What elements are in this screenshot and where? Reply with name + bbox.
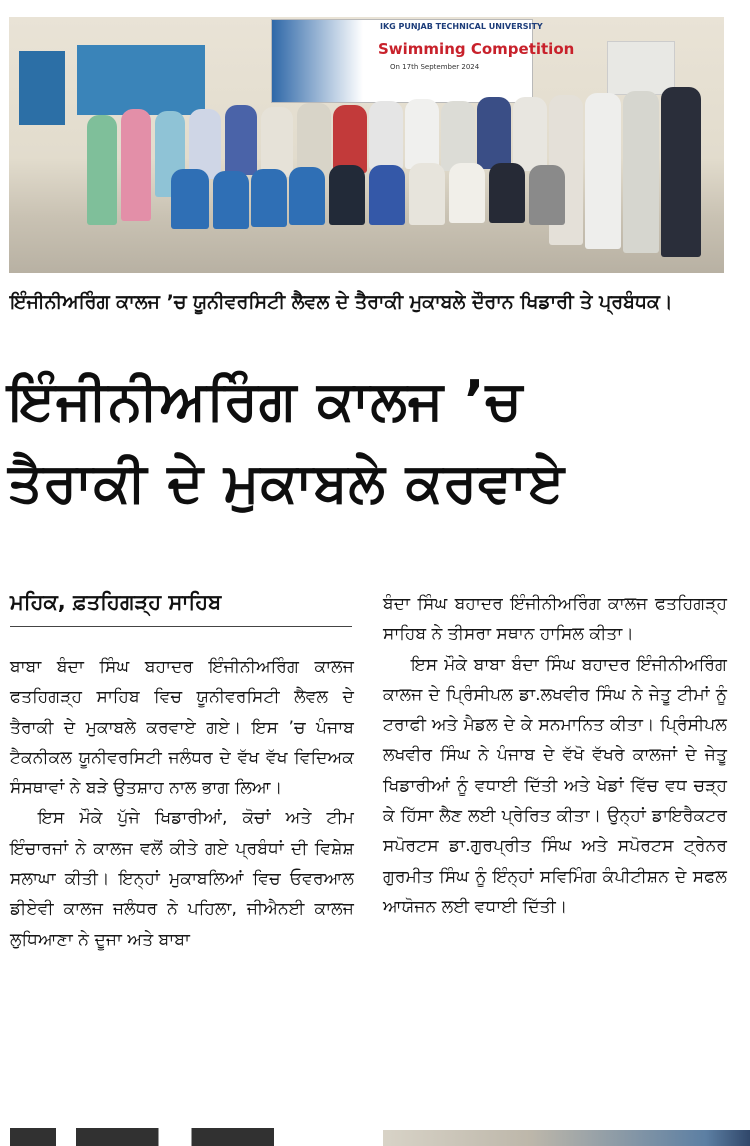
- headline: [8, 360, 738, 524]
- photo-caption: ਇੰਜੀਨੀਅਰਿੰਗ ਕਾਲਜ ’ਚ ਯੂਨੀਵਰਸਿਟੀ ਲੈਵਲ ਦੇ ਤੈਰਾਕੀ ਮੁਕਾਬਲੇ ਦੌਰਾਨ ਖਿਡਾਰੀ ਤੇ ਪ੍ਰਬੰਧਕ।: [10, 291, 673, 313]
- person: [405, 99, 439, 169]
- person: [297, 103, 331, 173]
- next-article-fragment: [0, 1128, 750, 1146]
- person: [289, 167, 325, 225]
- next-photo-fragment: [383, 1130, 750, 1146]
- person: [261, 107, 293, 177]
- person: [87, 115, 117, 225]
- person: [585, 93, 621, 249]
- banner-title: Swimming Competition: [378, 40, 575, 58]
- person: [213, 171, 249, 229]
- banner-university: IKG PUNJAB TECHNICAL UNIVERSITY: [380, 22, 543, 31]
- wall-poster: [19, 51, 65, 125]
- article-column-right: [383, 589, 727, 922]
- person: [333, 105, 367, 173]
- person: [225, 105, 257, 175]
- article-paragraph: ਬੰਦਾ ਸਿੰਘ ਬਹਾਦਰ ਇੰਜੀਨੀਅਰਿੰਗ ਕਾਲਜ ਫਤਹਿਗੜ੍ਹ ਸਾਹਿਬ ਨੇ ਤੀਸਰਾ ਸਥਾਨ ਹਾਸਿਲ ਕੀਤਾ।: [383, 594, 727, 645]
- group-of-people: [83, 87, 724, 267]
- person: [661, 87, 701, 257]
- person: [369, 165, 405, 225]
- person: [251, 169, 287, 227]
- person: [513, 97, 547, 171]
- person: [441, 101, 475, 171]
- person: [409, 163, 445, 225]
- article-paragraph: ਇਸ ਮੌਕੇ ਪੁੱਜੇ ਖਿਡਾਰੀਆਂ, ਕੋਚਾਂ ਅਤੇ ਟੀਮ ਇੰਚਾਰਜਾਂ ਨੇ ਕਾਲਜ ਵਲੋਂ ਕੀਤੇ ਗਏ ਪ੍ਰਬੰਧਾਂ ਦੀ ਵਿਸ਼ੇਸ਼ ਸਲਾਘਾ ਕੀਤੀ। ਇਨ੍ਹਾਂ ਮੁਕਾਬਲਿਆਂ ਵਿਚ ਓਵਰਆਲ ਡੀਏਵੀ ਕਾਲਜ ਜਲੰਧਰ ਨੇ ਪਹਿਲਾ, ਜੀਐਨਈ ਕਾਲਜ ਲੁਧਿਆਣਾ ਨੇ ਦੂਜਾ ਅਤੇ ਬਾਬਾ: [10, 808, 354, 950]
- article-paragraph: ਇਸ ਮੌਕੇ ਬਾਬਾ ਬੰਦਾ ਸਿੰਘ ਬਹਾਦਰ ਇੰਜੀਨੀਅਰਿੰਗ ਕਾਲਜ ਦੇ ਪ੍ਰਿੰਸੀਪਲ ਡਾ.ਲਖਵੀਰ ਸਿੰਘ ਨੇ ਜੇਤੂ ਟੀਮਾਂ ਨੂੰ ਟਰਾਫੀ ਅਤੇ ਮੈਡਲ ਦੇ ਕੇ ਸਨਮਾਨਿਤ ਕੀਤਾ। ਪ੍ਰਿੰਸੀਪਲ ਲਖਵੀਰ ਸਿੰਘ ਨੇ ਪੰਜਾਬ ਦੇ ਵੱਖੋ ਵੱਖਰੇ ਕਾਲਜਾਂ ਦੇ ਜੇਤੂ ਖਿਡਾਰੀਆਂ ਨੂੰ ਵਧਾਈ ਦਿੱਤੀ ਅਤੇ ਖੇਡਾਂ ਵਿੱਚ ਵਧ ਚੜ੍ਹ ਕੇ ਹਿੱਸਾ ਲੈਣ ਲਈ ਪ੍ਰੇਰਿਤ ਕੀਤਾ। ਉਨ੍ਹਾਂ ਡਾਇਰੈਕਟਰ ਸਪੋਰਟਸ ਡਾ.ਗੁਰਪ੍ਰੀਤ ਸਿੰਘ ਅਤੇ ਸਪੋਰਟਸ ਟ੍ਰੇਨਰ ਗੁਰਮੀਤ ਸਿੰਘ ਨੂੰ ਇੰਨ੍ਹਾਂ ਸਵਿਮਿੰਗ ਕੰਪੀਟੀਸ਼ਨ ਦੇ ਸਫਲ ਆਯੋਜਨ ਲਈ ਵਧਾਈ ਦਿੱਤੀ।: [383, 654, 727, 917]
- person: [477, 97, 511, 169]
- next-headline-fragment: [10, 1128, 340, 1146]
- person: [449, 163, 485, 223]
- byline: ਮਹਿਕ, ਫ਼ਤਹਿਗੜ੍ਹ ਸਾਹਿਬ: [10, 590, 222, 614]
- banner-date: On 17th September 2024: [390, 63, 480, 71]
- article-paragraph: ਬਾਬਾ ਬੰਦਾ ਸਿੰਘ ਬਹਾਦਰ ਇੰਜੀਨੀਅਰਿੰਗ ਕਾਲਜ ਫਤਹਿਗੜ੍ਹ ਸਾਹਿਬ ਵਿਚ ਯੂਨੀਵਰਸਿਟੀ ਲੈਵਲ ਦੇ ਤੈਰਾਕੀ ਦੇ ਮੁਕਾਬਲੇ ਕਰਵਾਏ ਗਏ। ਇਸ ’ਚ ਪੰਜਾਬ ਟੈਕਨੀਕਲ ਯੂਨੀਵਰਸਿਟੀ ਜਲੰਧਰ ਦੇ ਵੱਖ ਵੱਖ ਵਿਦਿਅਕ ਸੰਸਥਾਵਾਂ ਨੇ ਬੜੇ ਉਤਸ਼ਾਹ ਨਾਲ ਭਾਗ ਲਿਆ।: [10, 657, 354, 799]
- article-column-left: [10, 652, 354, 955]
- group-photo: [9, 17, 724, 273]
- person: [369, 101, 403, 169]
- person: [489, 163, 525, 223]
- byline-divider: [10, 626, 352, 627]
- headline-line-2: ਤੈਰਾਕੀ ਦੇ ਮੁਕਾਬਲੇ ਕਰਵਾਏ: [8, 451, 566, 514]
- person: [171, 169, 209, 229]
- person: [623, 91, 659, 253]
- headline-line-1: ਇੰਜੀਨੀਅਰਿੰਗ ਕਾਲਜ ’ਚ: [8, 369, 523, 432]
- person: [529, 165, 565, 225]
- person: [329, 165, 365, 225]
- person: [121, 109, 151, 221]
